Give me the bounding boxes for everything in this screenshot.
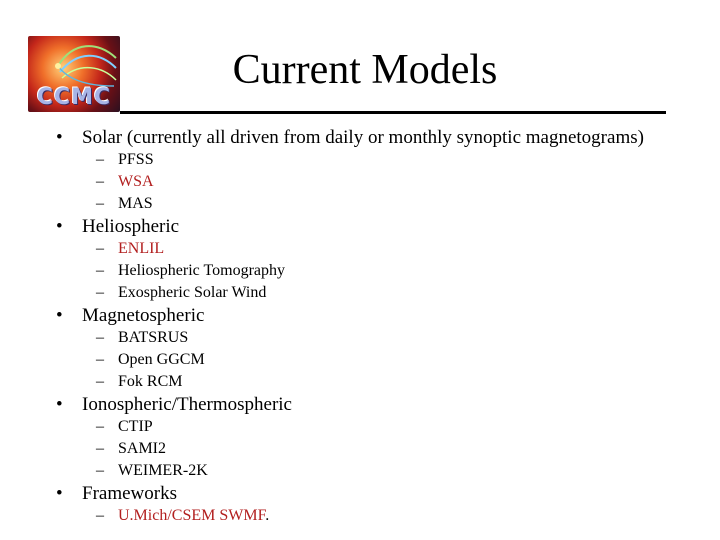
- dash-icon: –: [96, 507, 104, 524]
- list-item: [96, 350, 205, 370]
- dash-icon: –: [96, 418, 104, 435]
- list-item-label: PFSS: [118, 151, 154, 168]
- dash-icon: –: [96, 351, 104, 368]
- section-heading: [56, 126, 644, 150]
- list-item-label: U.Mich/CSEM SWMF: [118, 507, 266, 524]
- section-heading: [56, 304, 204, 328]
- section-label: Heliospheric: [82, 216, 180, 237]
- list-item-label: Exospheric Solar Wind: [118, 284, 267, 301]
- list-item-label: WSA: [118, 173, 154, 190]
- list-item-label: CTIP: [118, 418, 153, 435]
- list-item: [96, 461, 208, 481]
- list-item-suffix: .: [265, 507, 270, 524]
- section-heading: [56, 393, 292, 417]
- bullet-icon: •: [56, 216, 63, 237]
- list-item: [96, 150, 154, 170]
- dash-icon: –: [96, 329, 104, 346]
- section-label: Frameworks: [82, 483, 177, 504]
- dash-icon: –: [96, 373, 104, 390]
- list-item-label: MAS: [118, 195, 153, 212]
- dash-icon: –: [96, 151, 104, 168]
- bullet-icon: •: [56, 127, 63, 148]
- list-item: [96, 172, 154, 192]
- logo-text: CCMC: [36, 85, 112, 110]
- dash-icon: –: [96, 195, 104, 212]
- bullet-icon: •: [56, 305, 63, 326]
- list-item: [96, 439, 166, 459]
- slide-title: Current Models: [232, 47, 498, 93]
- dash-icon: –: [96, 262, 104, 279]
- list-item-label: Open GGCM: [118, 351, 205, 368]
- dash-icon: –: [96, 462, 104, 479]
- list-item-label: WEIMER-2K: [118, 462, 208, 479]
- section-label: Magnetospheric: [82, 305, 205, 326]
- list-item-label: Heliospheric Tomography: [118, 262, 285, 279]
- list-item-label: SAMI2: [118, 440, 167, 457]
- bullet-icon: •: [56, 483, 63, 504]
- list-item: [96, 417, 153, 437]
- list-item-label: BATSRUS: [118, 329, 189, 346]
- list-item: [96, 283, 266, 303]
- list-item: [96, 372, 182, 392]
- list-item: [96, 261, 285, 281]
- section-label: Ionospheric/Thermospheric: [82, 394, 292, 415]
- dash-icon: –: [96, 284, 104, 301]
- list-item-label: Fok RCM: [118, 373, 183, 390]
- section-heading: [56, 482, 177, 506]
- section-label: Solar (currently all driven from daily or monthly synoptic magnetograms): [82, 127, 644, 148]
- dash-icon: –: [96, 173, 104, 190]
- dash-icon: –: [96, 440, 104, 457]
- section-heading: [56, 215, 179, 239]
- list-item: [96, 328, 188, 348]
- list-item-label: ENLIL: [118, 240, 165, 257]
- list-item: [96, 506, 269, 526]
- dash-icon: –: [96, 240, 104, 257]
- list-item: [96, 194, 153, 214]
- bullet-icon: •: [56, 394, 63, 415]
- list-item: [96, 239, 164, 259]
